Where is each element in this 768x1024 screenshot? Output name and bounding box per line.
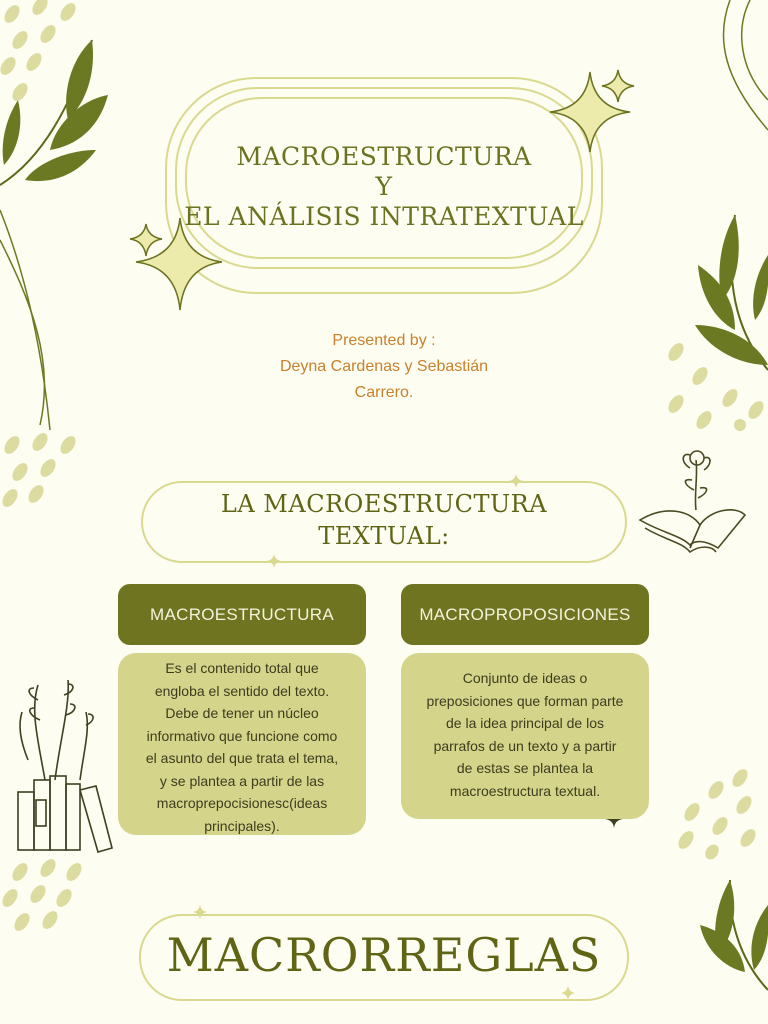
definition-line: y se plantea a partir de las <box>159 772 325 789</box>
cover-title-line-1: MACROESTRUCTURA <box>236 142 532 171</box>
books-plant-icon <box>18 680 112 852</box>
definition-line: el asunto del que trata el tema, <box>145 750 339 766</box>
definition-line: Debe de tener un núcleo <box>165 705 319 721</box>
definition-line: macroprepocisionesc(ideas <box>156 795 328 811</box>
definition-line: de la idea principal de los <box>446 715 604 731</box>
presented-by-label: Presented by : <box>332 332 436 349</box>
section-title-line-2: TEXTUAL: <box>318 522 450 550</box>
book-flower-icon <box>640 451 745 552</box>
definition-line: de estas se plantea la <box>456 760 594 776</box>
definition-line: principales). <box>204 817 280 834</box>
leaf-branch-bottom-right <box>700 880 768 990</box>
line-swirl-top-right <box>723 0 768 130</box>
dot-pattern-left-bottom <box>0 856 85 933</box>
macrorreglas-title: MACRORREGLAS <box>166 928 602 982</box>
dot-pattern-top-left <box>0 0 79 104</box>
definition-line: Es el contenido total que <box>165 660 319 676</box>
macroestructura-definition-card <box>118 653 366 835</box>
dot-pattern-right-lower <box>675 766 758 862</box>
definition-line: macroestructura textual. <box>449 782 601 799</box>
presenter-names-cont: Carrero. <box>354 384 414 401</box>
section-title-line-1: LA MACROESTRUCTURA <box>220 490 548 518</box>
macroproposiciones-header: MACROPROPOSICIONES <box>401 584 649 645</box>
dot-pattern-left-middle <box>0 430 79 509</box>
macroestructura-header: MACROESTRUCTURA <box>118 584 366 645</box>
definition-line: parrafos de un texto y a partir <box>433 737 617 754</box>
presenter-names: Deyna Cardenas y Sebastián <box>279 358 489 375</box>
definition-line: engloba el sentido del texto. <box>154 682 330 699</box>
cover-title-line-3: EL ANÁLISIS INTRATEXTUAL <box>184 202 584 231</box>
cover-title-line-2: Y <box>375 172 393 201</box>
definition-line: Conjunto de ideas o <box>462 670 588 686</box>
definition-line: informativo que funcione como <box>146 727 338 744</box>
macroproposiciones-definition-card <box>401 653 649 819</box>
definition-line: preposiciones que forman parte <box>426 692 624 709</box>
